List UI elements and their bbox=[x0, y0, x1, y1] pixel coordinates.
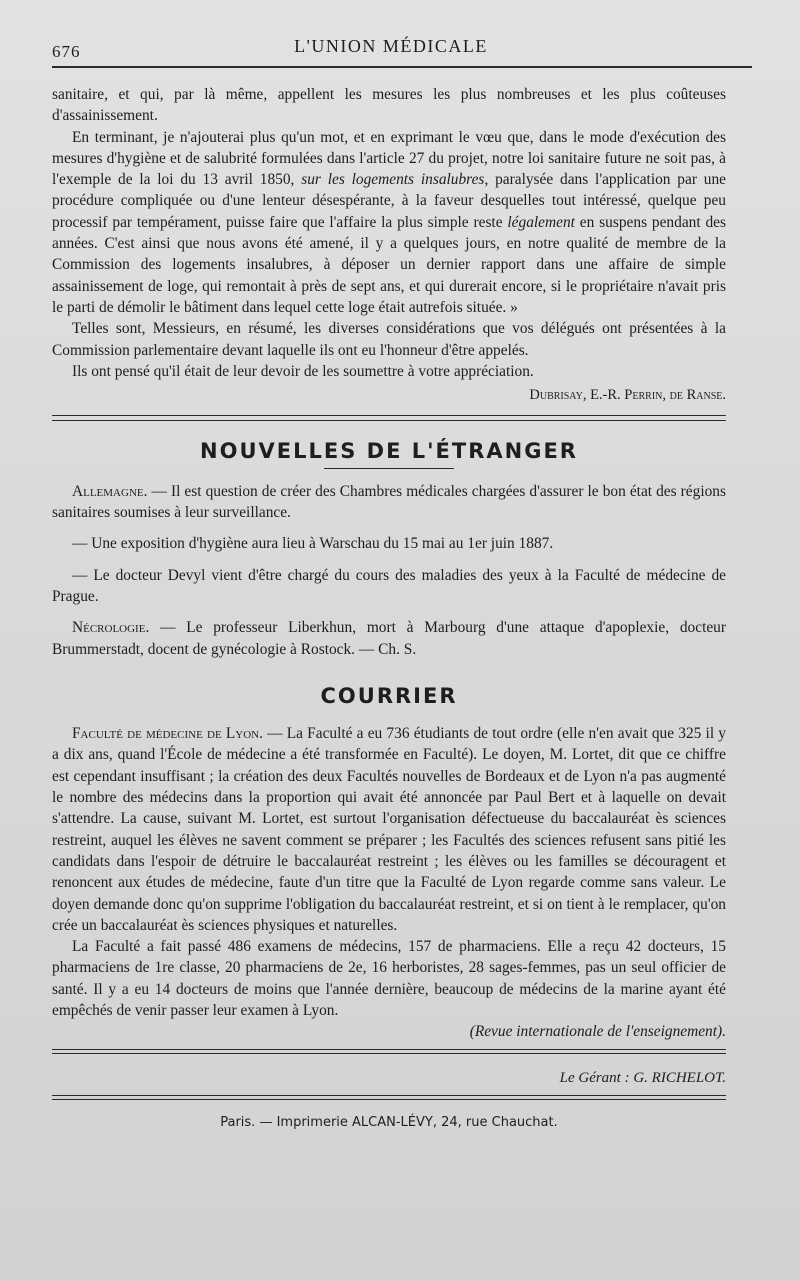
printer-line: Paris. — Imprimerie ALCAN-LÉVY, 24, rue Chauchat. bbox=[220, 1114, 558, 1130]
news-label: Allemagne. bbox=[72, 482, 148, 500]
page-body bbox=[52, 84, 726, 1133]
article-paragraph: sanitaire, et qui, par là même, appellent les mesures les plus nombreuses et les plus coûteuses d'assainissement. bbox=[52, 86, 726, 125]
news-label: Faculté de médecine de Lyon. bbox=[72, 725, 263, 743]
signature: Dubrisay, E.-R. Perrin, de Ranse. bbox=[529, 387, 726, 404]
article-paragraph bbox=[52, 127, 726, 319]
italic-run: légalement bbox=[507, 213, 575, 231]
news-label: Nécrologie. bbox=[72, 619, 150, 637]
text-run: — Le professeur Liberkhun, mort à Marbourg d'une attaque d'apoplexie, docteur Brummerstadt, docent de gynécologie à Rostock. — Ch. S. bbox=[52, 619, 726, 658]
section-rule bbox=[52, 415, 726, 421]
footer-rule bbox=[52, 1049, 726, 1054]
page-header bbox=[52, 34, 730, 64]
journal-title: L'UNION MÉDICALE bbox=[294, 36, 488, 56]
courrier-paragraph bbox=[52, 723, 726, 936]
gerant-line bbox=[52, 1068, 726, 1089]
news-paragraph bbox=[52, 481, 726, 524]
text-run: , paralysée dans l'application par une procédure compliquée ou d'une lenteur désespérante, à la faveur desquelles tout intéressé, quelque peu processif par tempérament, puisse faire que l'affaire la plus simple reste bbox=[52, 171, 726, 231]
news-paragraph: — Le docteur Devyl vient d'être chargé du cours des maladies des yeux à la Faculté de médecine de Prague. bbox=[52, 566, 726, 605]
italic-run: sur les logements insalubres bbox=[301, 171, 485, 189]
section-title-nouvelles: NOUVELLES DE L'ÉTRANGER bbox=[200, 439, 578, 464]
news-paragraph bbox=[52, 617, 726, 660]
title-rule bbox=[324, 468, 454, 469]
header-rule bbox=[52, 66, 752, 68]
footer-rule bbox=[52, 1095, 726, 1100]
text-run: en suspens pendant des années. C'est ainsi que nous avons été amené, il y a quelques jours, en notre qualité de membre de la Commission des logements insalubres, à déposer un dernier rapport dans une affaire de simple assainissement de loge, qui remontait à près de sept ans, et qui durerait encore, si le propriétaire n'avait pris le parti de démolir le bâtiment dans lequel cette loge était autrefois située. » bbox=[52, 213, 726, 316]
italic-run: (Revue internationale de l'enseignement). bbox=[469, 1023, 726, 1041]
source-citation bbox=[52, 1021, 726, 1042]
page-number: 676 bbox=[52, 42, 81, 61]
courrier-paragraph: La Faculté a fait passé 486 examens de médecins, 157 de pharmaciens. Elle a reçu 42 docteurs, 15 pharmaciens de 1re classe, 20 pharmaciens de 2e, 16 herboristes, 28 sages-femmes, pas un seul officier de santé. Il y a eu 14 docteurs de moins que l'année dernière, beaucoup de médecins de la marine ayant été empêchés de venir passer leur examen à Lyon. bbox=[52, 938, 726, 1019]
article-paragraph: Ils ont pensé qu'il était de leur devoir de les soumettre à votre appréciation. bbox=[72, 362, 534, 380]
section-title-courrier: COURRIER bbox=[320, 683, 458, 708]
text-run: — Il est question de créer des Chambres médicales chargées d'assurer le bon état des régions sanitaires soumises à leur surveillance. bbox=[52, 482, 726, 522]
gerant-text: Le Gérant : G. RICHELOT. bbox=[559, 1069, 726, 1086]
text-run: — La Faculté a eu 736 étudiants de tout ordre (elle n'en avait que 325 il y a dix ans, quand l'École de médecine a été transformée en Faculté). Le doyen, M. Lortet, dit que ce chiffre est cependant insuffisant ; la création des deux Facultés nouvelles de Bordeaux et de Lyon n'a pas augmenté le nombre des médecins dans la proportion qui avait été annoncée par Paul Bert et à laquelle on devait s'attendre. La cause, suivant M. Lortet, est surtout l'organisation défectueuse du baccalauréat ès sciences restreint, auquel les élèves ne savent comment se préparer ; les Facultés des sciences refusent sans pitié les candidats dans l'espoir de détruire le baccalauréat restreint ; les élèves ou les familles se découragent et renoncent aux études de médecine, faute d'un titre que la Faculté de Lyon regarde comme sans valeur. Le doyen demande donc qu'on supprime l'obligation du baccalauréat restreint, et si on tient à le remplacer, qu'on crée un baccalauréat ès sciences physiques et naturelles. bbox=[52, 725, 726, 934]
article-paragraph: Telles sont, Messieurs, en résumé, les diverses considérations que vos délégués ont présentées à la Commission parlementaire devant laquelle ils ont eu l'honneur d'être appelés. bbox=[52, 320, 726, 359]
news-paragraph: — Une exposition d'hygiène aura lieu à Warschau du 15 mai au 1er juin 1887. bbox=[72, 535, 554, 553]
text-run: En terminant, je n'ajouterai plus qu'un mot, et en exprimant le vœu que, dans le mode d'exécution des mesures d'hygiène et de salubrité formulées dans l'article 27 du projet, notre loi sanitaire future ne soit pas, à l'exemple de la loi du 13 avril 1850, bbox=[52, 128, 726, 189]
